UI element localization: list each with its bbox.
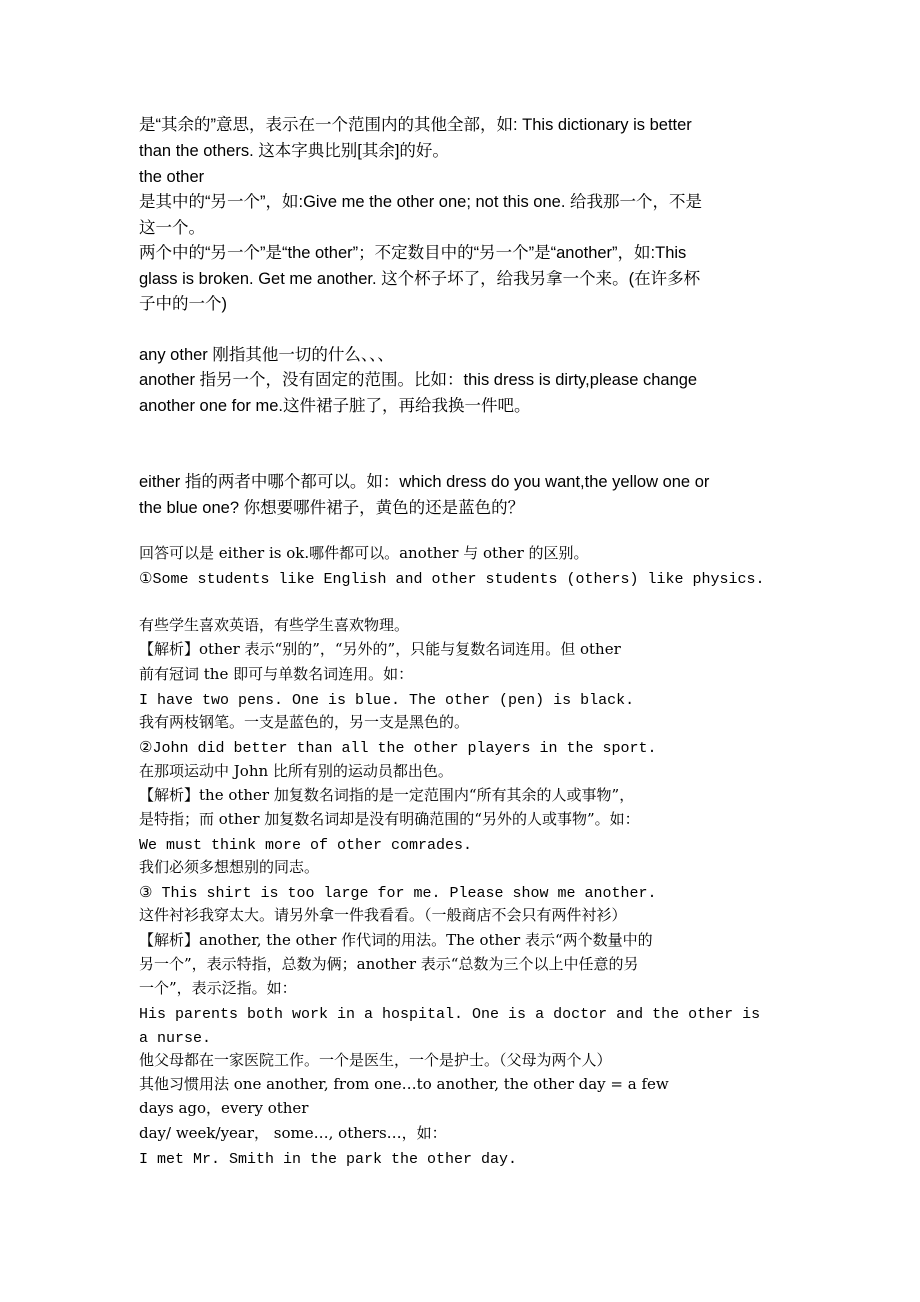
text-line: 其他习惯用法 one another, from one…to another, the other day = a few xyxy=(139,1075,669,1093)
text-line: His parents both work in a hospital. One is a doctor and the other is xyxy=(139,1006,761,1023)
text-line: a nurse. xyxy=(139,1030,212,1047)
text-line: 【解析】other 表示“别的”，“另外的”，只能与复数名词连用。但 other xyxy=(139,640,621,658)
text-line: than the others. 这本字典比别[其余]的好。 xyxy=(139,142,449,160)
text-line: day/ week/year， some…, others…，如： xyxy=(139,1124,447,1142)
text-line: 一个”，表示泛指。如： xyxy=(139,979,297,997)
text-line: 有些学生喜欢英语，有些学生喜欢物理。 xyxy=(139,616,410,634)
text-line: days ago，every other xyxy=(139,1099,309,1117)
text-line: I have two pens. One is blue. The other (pen) is black. xyxy=(139,692,635,709)
text-line: 是特指；而 other 加复数名词却是没有明确范围的“另外的人或事物”。如： xyxy=(139,810,640,828)
text-line: 是其中的“另一个”，如:Give me the other one; not this one. 给我那一个，不是 xyxy=(139,193,702,211)
text-line: 这一个。 xyxy=(139,219,205,237)
text-line: glass is broken. Get me another. 这个杯子坏了，给我另拿一个来。(在许多杯 xyxy=(139,270,701,288)
text-line: 他父母都在一家医院工作。一个是医生，一个是护士。（父母为两个人） xyxy=(139,1051,612,1069)
text-line: 我有两枝钢笔。一支是蓝色的，另一支是黑色的。 xyxy=(139,713,470,731)
text-line: another 指另一个，没有固定的范围。比如：this dress is dirty,please change xyxy=(139,371,698,389)
text-line: 另一个”，表示特指，总数为俩；another 表示“总数为三个以上中任意的另 xyxy=(139,955,639,973)
text-line: 【解析】the other 加复数名词指的是一定范围内“所有其余的人或事物”， xyxy=(139,786,635,804)
text-line: the blue one? 你想要哪件裙子，黄色的还是蓝色的？ xyxy=(139,499,525,517)
text-line: 回答可以是 either is ok.哪件都可以。another 与 other 的区别。 xyxy=(139,544,589,562)
text-line: 这件衬衫我穿太大。请另外拿一件我看看。（一般商店不会只有两件衬衫） xyxy=(139,906,627,924)
text-line: 【解析】another, the other 作代词的用法。The other 表示“两个数量中的 xyxy=(139,931,653,949)
text-line: ③ This shirt is too large for me. Please show me another. xyxy=(139,885,657,902)
text-line: another one for me.这件裙子脏了，再给我换一件吧。 xyxy=(139,397,531,415)
text-line: I met Mr. Smith in the park the other day. xyxy=(139,1151,518,1168)
text-line: any other 刚指其他一切的什么、、、 xyxy=(139,346,394,364)
text-line: 子中的一个) xyxy=(139,295,227,313)
text-line: 前有冠词 the 即可与单数名词连用。如： xyxy=(139,665,414,683)
text-line: the other xyxy=(139,168,205,186)
text-line: 两个中的“另一个”是“the other”；不定数目中的“另一个”是“another”，如:This xyxy=(139,244,687,262)
text-line: 我们必须多想想别的同志。 xyxy=(139,858,320,876)
text-line: either 指的两者中哪个都可以。如：which dress do you want,the yellow one or xyxy=(139,473,710,491)
text-line: 在那项运动中 John 比所有别的运动员都出色。 xyxy=(139,762,453,780)
text-line: We must think more of other comrades. xyxy=(139,837,473,854)
text-line: ②John did better than all the other players in the sport. xyxy=(139,740,657,757)
text-line: ①Some students like English and other students (others) like physics. xyxy=(139,571,765,588)
text-line: 是“其余的”意思，表示在一个范围内的其他全部，如: This dictionary is better xyxy=(139,116,692,134)
